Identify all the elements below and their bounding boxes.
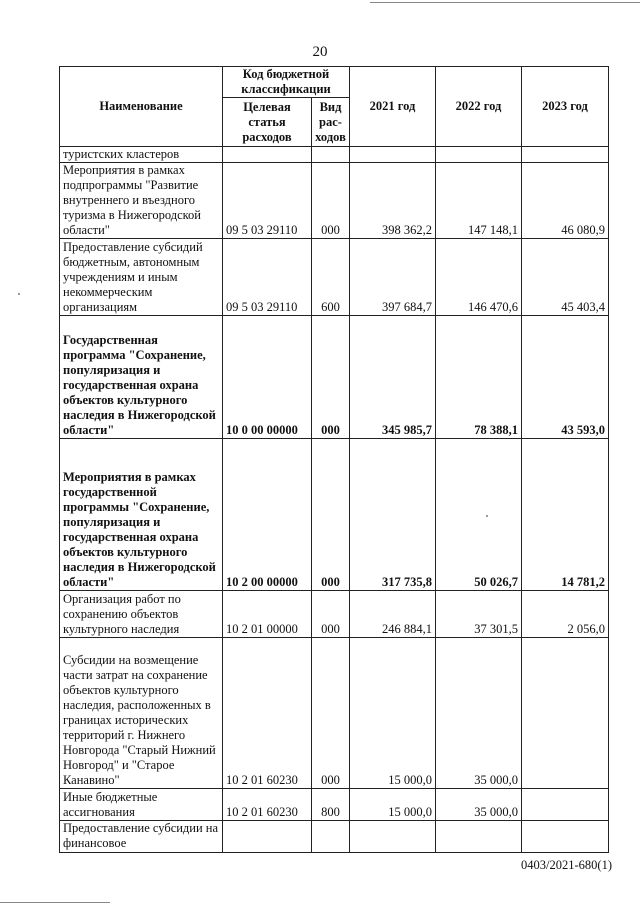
row-2021 [350, 147, 436, 163]
row-2023 [522, 821, 609, 853]
header-2023: 2023 год [522, 67, 609, 147]
row-vid: 600 [312, 239, 350, 316]
row-2023 [522, 638, 609, 789]
table-row [60, 591, 609, 638]
budget-table [59, 66, 609, 853]
row-name: Предоставление субсидий бюджетным, автономным учреждениям и иным некоммерческим организациям [60, 239, 223, 316]
table-row [60, 239, 609, 316]
row-2021: 15 000,0 [350, 638, 436, 789]
document-code: 0403/2021-680(1) [521, 858, 612, 872]
row-vid: 000 [312, 316, 350, 439]
row-2022 [436, 147, 522, 163]
row-code: 09 5 03 29110 [223, 239, 312, 316]
row-2021: 398 362,2 [350, 163, 436, 239]
row-2021: 397 684,7 [350, 239, 436, 316]
header-classification: Код бюджетной классификации [223, 67, 350, 98]
row-2023: 46 080,9 [522, 163, 609, 239]
row-2023: 14 781,2 [522, 439, 609, 591]
row-vid: 000 [312, 163, 350, 239]
row-2021 [350, 821, 436, 853]
row-name: Предоставление субсидии на финансовое [60, 821, 223, 853]
row-vid: 000 [312, 591, 350, 638]
scan-speck [18, 293, 20, 295]
row-code: 09 5 03 29110 [223, 163, 312, 239]
table-row [60, 439, 609, 591]
table-row [60, 316, 609, 439]
row-2022: 146 470,6 [436, 239, 522, 316]
header-2021: 2021 год [350, 67, 436, 147]
row-2021: 345 985,7 [350, 316, 436, 439]
row-code [223, 147, 312, 163]
bottom-rule [0, 902, 110, 903]
row-vid [312, 147, 350, 163]
table-row [60, 163, 609, 239]
row-2022 [436, 821, 522, 853]
row-2021: 246 884,1 [350, 591, 436, 638]
row-2022: 78 388,1 [436, 316, 522, 439]
row-vid: 000 [312, 638, 350, 789]
row-code: 10 2 01 60230 [223, 789, 312, 821]
row-vid [312, 821, 350, 853]
row-2022: 35 000,0 [436, 638, 522, 789]
row-vid: 000 [312, 439, 350, 591]
row-2022: 147 148,1 [436, 163, 522, 239]
row-2023 [522, 789, 609, 821]
row-code: 10 2 00 00000 [223, 439, 312, 591]
table-row [60, 638, 609, 789]
header-2022: 2022 год [436, 67, 522, 147]
row-code: 10 0 00 00000 [223, 316, 312, 439]
row-name: Организация работ по сохранению объектов культурного наследия [60, 591, 223, 638]
table-row [60, 789, 609, 821]
row-name: Иные бюджетные ассигнования [60, 789, 223, 821]
row-name: Мероприятия в рамках государственной программы "Сохранение, популяризация и государственная охрана объектов культурного наследия в Нижегородской области" [60, 439, 223, 591]
top-rule [370, 2, 640, 3]
row-code [223, 821, 312, 853]
row-2023: 2 056,0 [522, 591, 609, 638]
row-2022: 35 000,0 [436, 789, 522, 821]
row-code: 10 2 01 60230 [223, 638, 312, 789]
row-2023: 45 403,4 [522, 239, 609, 316]
header-name: Наименование [60, 67, 223, 147]
row-2021: 317 735,8 [350, 439, 436, 591]
header-target-article: Целевая статья расходов [223, 98, 312, 147]
row-vid: 800 [312, 789, 350, 821]
row-name: туристских кластеров [60, 147, 223, 163]
row-name: Государственная программа "Сохранение, популяризация и государственная охрана объектов культурного наследия в Нижегородской области" [60, 316, 223, 439]
row-code: 10 2 01 00000 [223, 591, 312, 638]
row-2022: 37 301,5 [436, 591, 522, 638]
table-row [60, 147, 609, 163]
row-name: Субсидии на возмещение части затрат на сохранение объектов культурного наследия, расположенных в границах исторических территорий г. Нижнего Новгорода "Старый Нижний Новгород" и "Старое Канавино" [60, 638, 223, 789]
row-2021: 15 000,0 [350, 789, 436, 821]
header-expense-type: Вид рас-ходов [312, 98, 350, 147]
row-2022: 50 026,7 [436, 439, 522, 591]
row-2023 [522, 147, 609, 163]
row-2023: 43 593,0 [522, 316, 609, 439]
table-row [60, 821, 609, 853]
row-name: Мероприятия в рамках подпрограммы "Развитие внутреннего и въездного туризма в Нижегородской области" [60, 163, 223, 239]
scan-speck [486, 515, 488, 517]
page-number: 20 [312, 44, 328, 60]
